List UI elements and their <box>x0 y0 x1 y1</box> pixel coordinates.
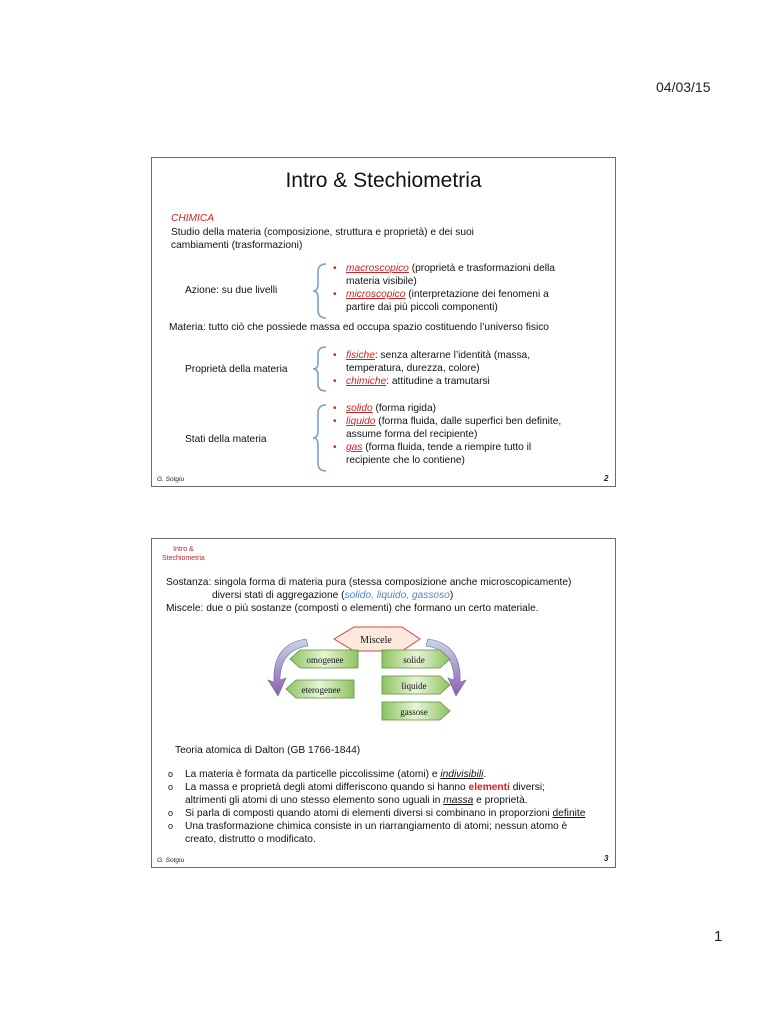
brace-icon <box>312 403 328 473</box>
list-item: • microscopico (interpretazione dei fenomeni a partire dai più piccoli componenti) <box>333 289 549 313</box>
slide-number: 3 <box>604 854 609 863</box>
page-number: 1 <box>714 928 723 945</box>
list-item: o Una trasformazione chimica consiste in un riarrangiamento di atomi; nessun atomo è creato, distrutto o modificato. <box>168 821 568 845</box>
slide-number: 2 <box>604 474 609 483</box>
proprieta-list <box>333 349 603 388</box>
list-item: • fisiche: senza alterarne l’identità (massa, temperatura, durezza, colore) <box>333 350 531 374</box>
list-item: • liquido (forma fluida, dalle superfici ben definite, assume forma del recipiente) <box>333 416 562 440</box>
dalton-title: Teoria atomica di Dalton (GB 1766-1844) <box>175 745 361 756</box>
slide-2 <box>151 157 616 487</box>
slide-3 <box>151 538 616 868</box>
stati-list <box>333 402 608 467</box>
list-item: o La massa e proprietà degli atomi differiscono quando si hanno elementi diversi; altrimenti gli atomi di uno stesso elemento sono uguali in massa e proprietà. <box>168 782 545 806</box>
chimica-description-line1: Studio della materia (composizione, struttura e proprietà) e dei suoi <box>171 227 474 238</box>
azione-label: Azione: su due livelli <box>185 285 278 296</box>
stati-aggregazione: diversi stati di aggregazione (solido, liquido, gassoso) <box>212 590 454 601</box>
materia-definition: Materia: tutto ciò che possiede massa ed occupa spazio costituendo l’universo fisico <box>169 322 549 333</box>
list-item: o La materia è formata da particelle piccolissime (atomi) e indivisibili. <box>168 769 487 780</box>
azione-list <box>333 262 603 314</box>
diagram-label: Miscele <box>360 635 392 646</box>
stati-label: Stati della materia <box>185 434 267 445</box>
list-item: • macroscopico (proprietà e trasformazioni della materia visibile) <box>333 263 555 287</box>
brace-icon <box>312 262 328 320</box>
slide-author: G. Sotgiu <box>157 857 185 864</box>
slide-title: Intro & Stechiometria <box>285 169 482 192</box>
slide-header: Intro & Stechiometria <box>162 546 205 562</box>
diagram-label: liquide <box>401 681 427 691</box>
brace-icon <box>312 345 328 393</box>
list-item: • solido (forma rigida) <box>333 403 437 414</box>
slide-author: G. Sotgiu <box>157 476 185 483</box>
miscele-definition: Miscele: due o più sostanze (composti o elementi) che formano un certo materiale. <box>166 603 539 614</box>
proprieta-label: Proprietà della materia <box>185 364 288 375</box>
dalton-list <box>166 768 611 846</box>
document-date: 04/03/15 <box>656 79 711 95</box>
list-item: • chimiche: attitudine a tramutarsi <box>333 376 490 387</box>
diagram-label: gassose <box>400 707 428 717</box>
diagram-label: solide <box>403 655 425 665</box>
chimica-description-line2: cambiamenti (trasformazioni) <box>171 240 303 251</box>
list-item: o Si parla di composti quando atomi di elementi diversi si combinano in proporzioni definite <box>168 808 586 819</box>
sostanza-definition: Sostanza: singola forma di materia pura (stessa composizione anche microscopicamente) <box>166 577 572 588</box>
diagram-label: eterogenee <box>301 685 341 695</box>
diagram-label: omogenee <box>306 655 344 665</box>
miscele-diagram <box>262 624 512 734</box>
chimica-heading: CHIMICA <box>171 213 215 224</box>
list-item: • gas (forma fluida, tende a riempire tutto il recipiente che lo contiene) <box>333 442 532 466</box>
